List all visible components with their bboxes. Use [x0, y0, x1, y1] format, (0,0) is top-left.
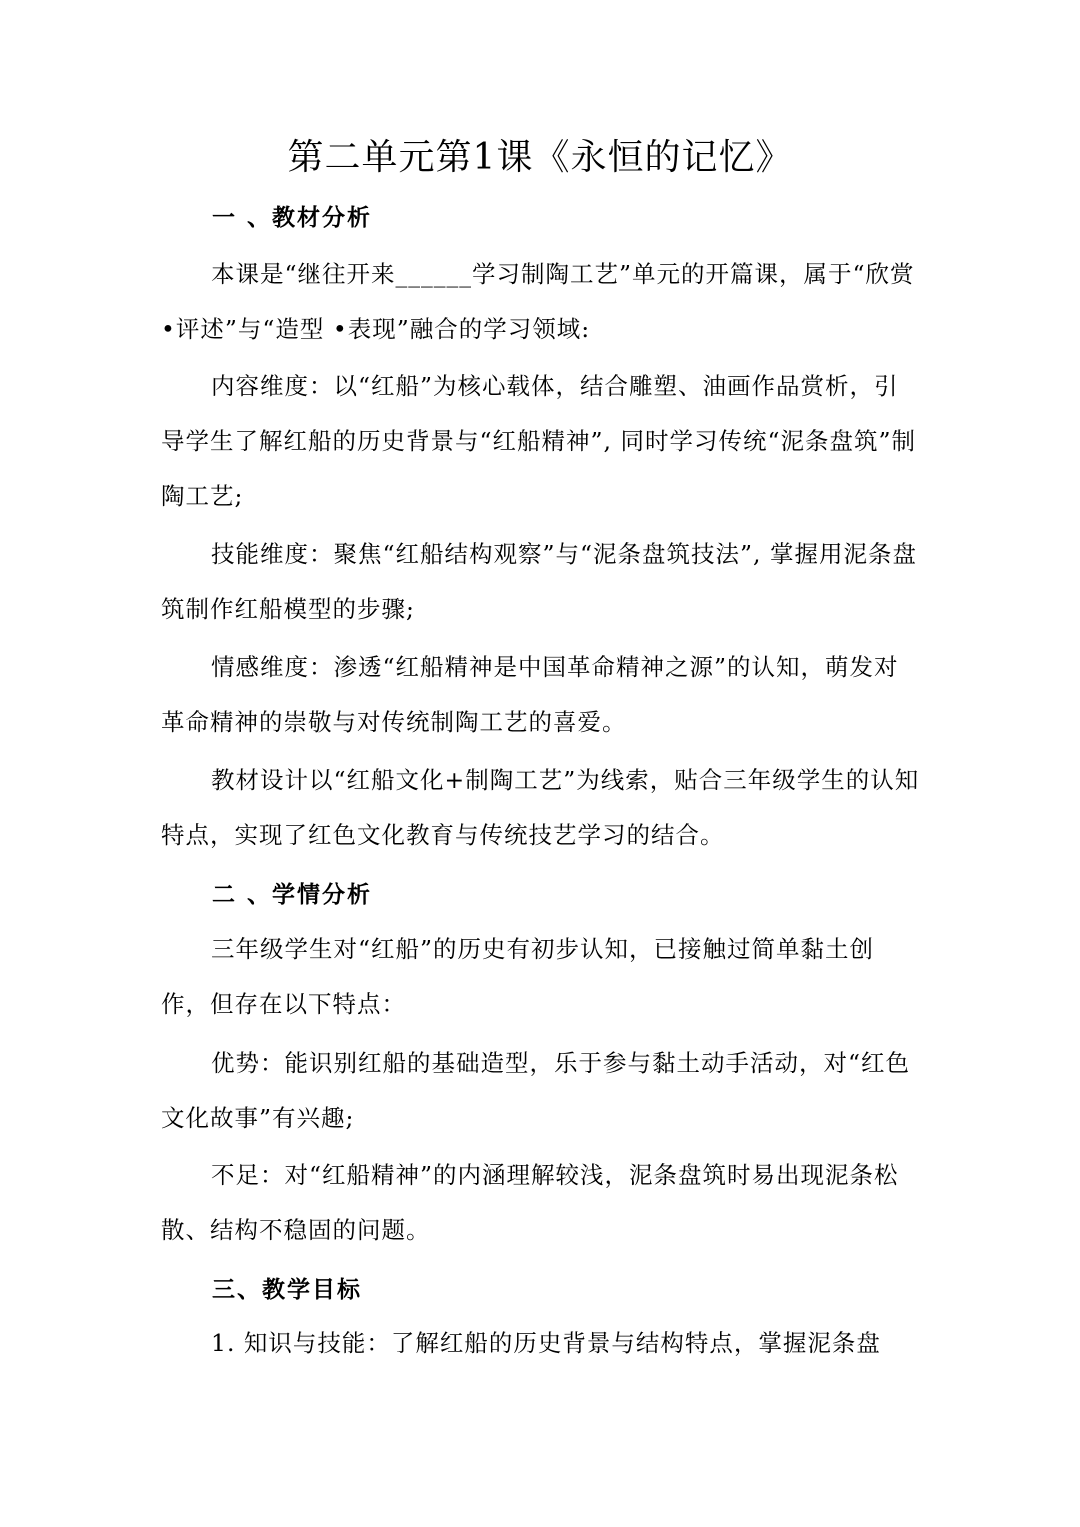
- paragraph-strengths: 优势：能识别红船的基础造型，乐于参与黏土动手活动，对“红色文化故事”有兴趣;: [161, 1049, 911, 1132]
- paragraph-lesson-overview: 本课是“继往开来______学习制陶工艺”单元的开篇课，属于“欣赏 •评述”与“造型 •表现”融合的学习领域:: [161, 260, 915, 343]
- section-heading-textbook-analysis: 一 、教材分析: [212, 205, 373, 231]
- paragraph-textbook-design: 教材设计以“红船文化+制陶工艺”为线索，贴合三年级学生的认知特点，实现了红色文化教育与传统技艺学习的结合。: [161, 766, 920, 849]
- paragraph-weaknesses: 不足：对“红船精神”的内涵理解较浅，泥条盘筑时易出现泥条松散、结构不稳固的问题。: [161, 1161, 899, 1244]
- paragraph-goal-knowledge-skills: 1. 知识与技能：了解红船的历史背景与结构特点，掌握泥条盘: [211, 1329, 881, 1357]
- section-heading-student-analysis: 二 、学情分析: [212, 882, 373, 908]
- paragraph-content-dimension: 内容维度：以“红船”为核心载体，结合雕塑、油画作品赏析，引导学生了解红船的历史背景与“红船精神”, 同时学习传统“泥条盘筑”制陶工艺;: [161, 372, 916, 510]
- section-heading-teaching-goals: 三、教学目标: [212, 1277, 362, 1303]
- document-title: 第二单元第1课《永恒的记忆》: [287, 137, 793, 178]
- paragraph-student-overview: 三年级学生对“红船”的历史有初步认知，已接触过简单黏土创作，但存在以下特点：: [161, 935, 875, 1018]
- paragraph-skill-dimension: 技能维度：聚焦“红船结构观察”与“泥条盘筑技法”, 掌握用泥条盘筑制作红船模型的步骤;: [161, 540, 917, 623]
- paragraph-emotion-dimension: 情感维度：渗透“红船精神是中国革命精神之源”的认知，萌发对革命精神的崇敬与对传统制陶工艺的喜爱。: [161, 653, 899, 736]
